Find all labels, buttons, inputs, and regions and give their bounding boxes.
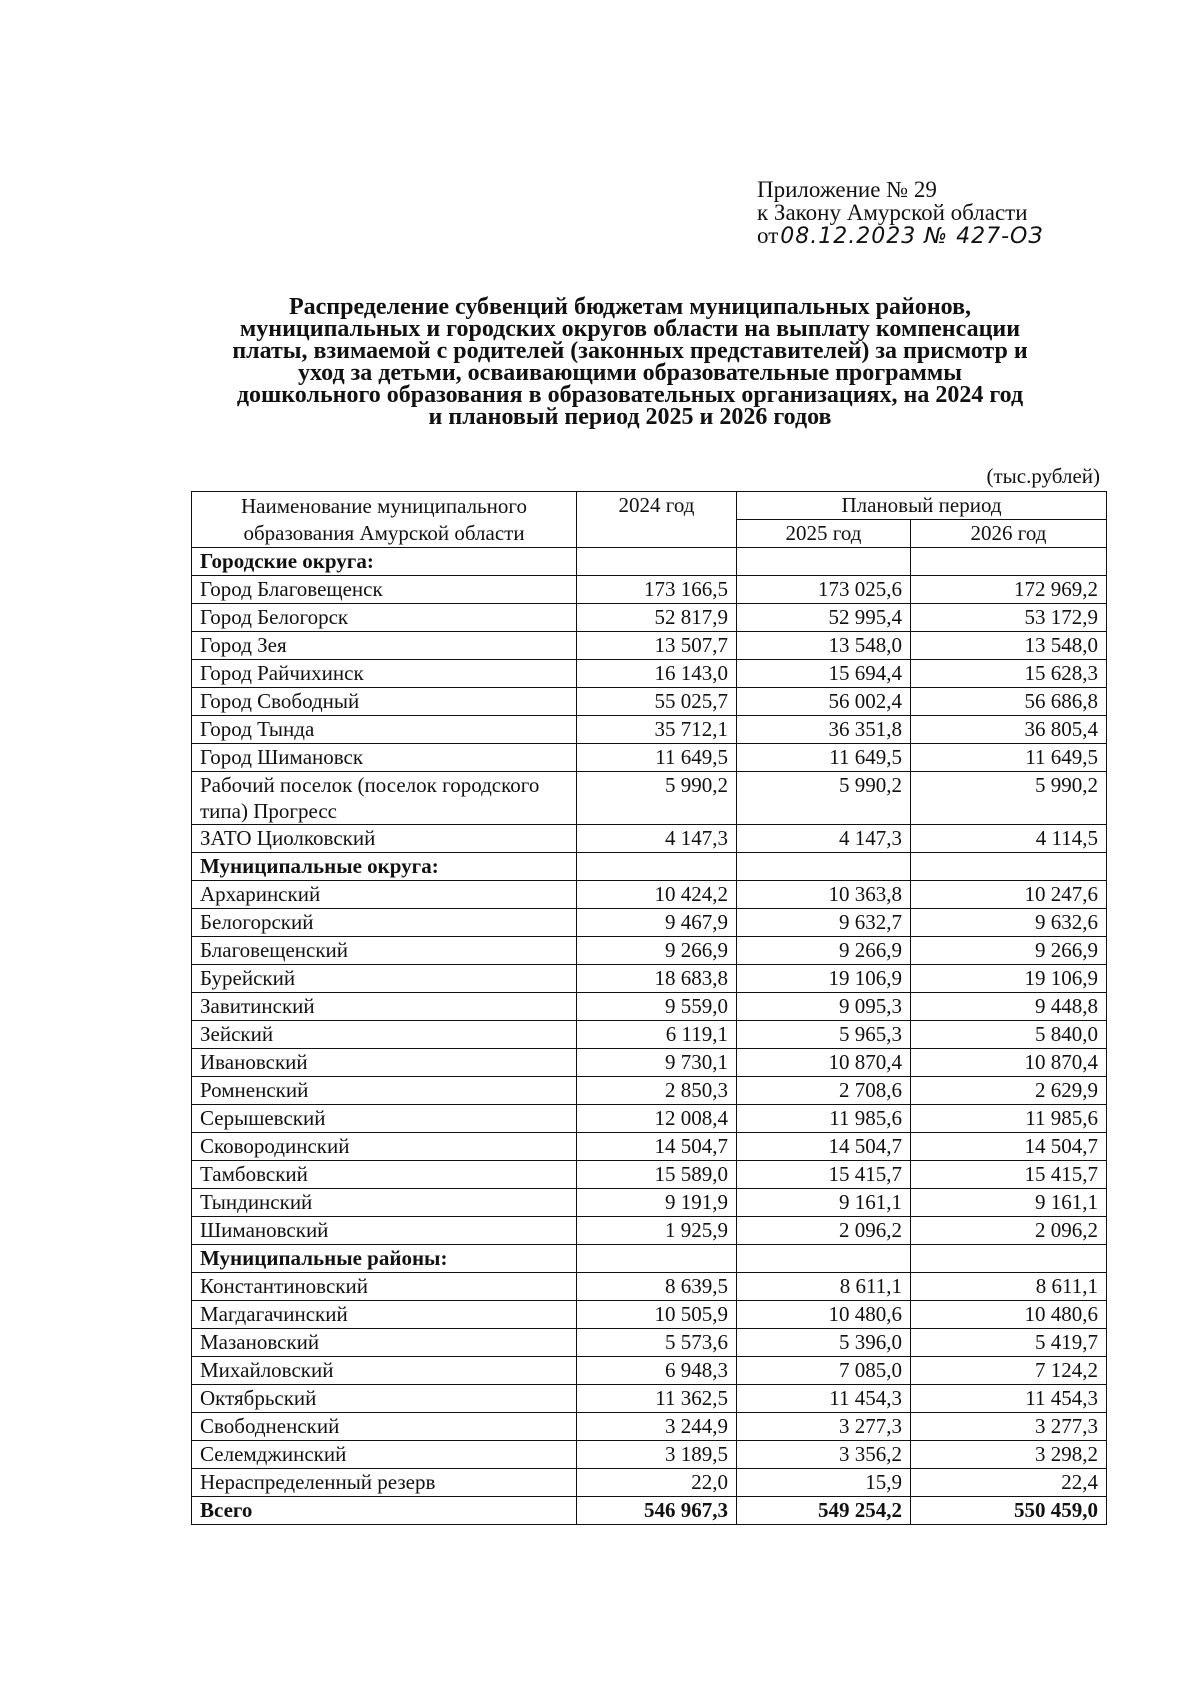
table-body [192,548,1107,1525]
row-value-2025: 9 095,3 [737,993,911,1021]
row-value-2025: 10 363,8 [737,881,911,909]
row-value-2024: 9 191,9 [577,1189,737,1217]
row-value-2024: 13 507,7 [577,632,737,660]
row-name-cell: Город Тында [192,716,577,744]
row-value-2025 [737,1245,911,1273]
title-line-4: уход за детьми, осваивающими образовательные программы [298,360,962,386]
row-value-2025 [737,548,911,576]
table-row [192,604,1107,632]
row-value-2025: 2 096,2 [737,1217,911,1245]
row-name-cell: Ивановский [192,1049,577,1077]
row-name-cell: Бурейский [192,965,577,993]
row-value-2026: 13 548,0 [911,632,1107,660]
table-group-row [192,1245,1107,1273]
table-row [192,688,1107,716]
row-name-cell: Город Белогорск [192,604,577,632]
row-value-2025: 2 708,6 [737,1077,911,1105]
appendix-date-line [757,224,1043,248]
row-value-2026: 2 629,9 [911,1077,1107,1105]
table-row [192,1469,1107,1497]
total-2024: 546 967,3 [577,1497,737,1525]
row-value-2024 [577,1245,737,1273]
table-total-row [192,1497,1107,1525]
row-value-2024 [577,548,737,576]
row-value-2026: 10 480,6 [911,1301,1107,1329]
table-row [192,909,1107,937]
row-value-2026: 11 985,6 [911,1105,1107,1133]
header-planned-period: Плановый период [737,492,1107,520]
row-name-cell: Рабочий поселок (поселок городского типа) Прогресс [192,772,577,825]
row-value-2025: 19 106,9 [737,965,911,993]
row-value-2024: 15 589,0 [577,1161,737,1189]
table-group-row [192,853,1107,881]
row-name-cell: Муниципальные районы: [192,1245,577,1273]
row-value-2024: 9 467,9 [577,909,737,937]
row-name-cell: Селемджинский [192,1441,577,1469]
row-value-2025: 13 548,0 [737,632,911,660]
table-row [192,937,1107,965]
row-value-2024: 35 712,1 [577,716,737,744]
handwritten-date-number: 08.12.2023 № 427-ОЗ [780,224,1044,249]
table-row [192,1189,1107,1217]
row-value-2024: 16 143,0 [577,660,737,688]
row-value-2025: 9 266,9 [737,937,911,965]
appendix-date-prefix: от [757,223,779,248]
table-row [192,1133,1107,1161]
title-line-6: и плановый период 2025 и 2026 годов [428,404,832,430]
row-name-cell: Город Райчихинск [192,660,577,688]
row-value-2025: 11 454,3 [737,1385,911,1413]
row-name-cell: Городские округа: [192,548,577,576]
table-row [192,744,1107,772]
row-value-2024: 4 147,3 [577,825,737,853]
row-value-2024: 6 948,3 [577,1357,737,1385]
row-name-cell: Михайловский [192,1357,577,1385]
header-2024: 2024 год [577,492,737,548]
row-name-cell: Белогорский [192,909,577,937]
row-value-2025: 5 965,3 [737,1021,911,1049]
row-value-2025: 10 870,4 [737,1049,911,1077]
row-value-2025: 15,9 [737,1469,911,1497]
row-value-2026: 15 628,3 [911,660,1107,688]
row-value-2024: 173 166,5 [577,576,737,604]
row-value-2024: 52 817,9 [577,604,737,632]
title-line-5: дошкольного образования в образовательных организациях, на 2024 год [236,382,1024,408]
unit-label: (тыс.рублей) [986,464,1100,488]
table-row [192,632,1107,660]
row-value-2026: 11 649,5 [911,744,1107,772]
row-name-cell: Октябрьский [192,1385,577,1413]
total-2025: 549 254,2 [737,1497,911,1525]
row-value-2025 [737,853,911,881]
row-value-2026: 2 096,2 [911,1217,1107,1245]
table-row [192,1301,1107,1329]
row-value-2026: 11 454,3 [911,1385,1107,1413]
row-name-cell: Ромненский [192,1077,577,1105]
row-value-2026: 22,4 [911,1469,1107,1497]
table-row [192,1077,1107,1105]
table-row [192,965,1107,993]
row-value-2025: 9 632,7 [737,909,911,937]
row-value-2025: 56 002,4 [737,688,911,716]
row-name-cell: Константиновский [192,1273,577,1301]
row-name-cell: Сковородинский [192,1133,577,1161]
row-value-2026: 9 161,1 [911,1189,1107,1217]
table-row [192,1105,1107,1133]
row-value-2026: 9 266,9 [911,937,1107,965]
total-label: Всего [192,1497,577,1525]
row-value-2026: 5 840,0 [911,1021,1107,1049]
header-2025: 2025 год [737,520,911,548]
table-row [192,825,1107,853]
row-name-cell: Свободненский [192,1413,577,1441]
table-row [192,1357,1107,1385]
row-value-2026: 5 419,7 [911,1329,1107,1357]
row-value-2025: 15 415,7 [737,1161,911,1189]
row-value-2024: 9 266,9 [577,937,737,965]
table-row [192,660,1107,688]
row-value-2025: 3 277,3 [737,1413,911,1441]
row-value-2025: 15 694,4 [737,660,911,688]
row-name-cell: Зейский [192,1021,577,1049]
row-value-2026 [911,548,1107,576]
total-2026: 550 459,0 [911,1497,1107,1525]
title-line-2: муниципальных и городских округов области на выплату компенсации [239,316,1021,342]
table-row [192,716,1107,744]
row-name-cell: Город Благовещенск [192,576,577,604]
row-value-2026: 9 632,6 [911,909,1107,937]
row-value-2024: 55 025,7 [577,688,737,716]
row-value-2025: 36 351,8 [737,716,911,744]
row-value-2026: 10 870,4 [911,1049,1107,1077]
row-name-cell: ЗАТО Циолковский [192,825,577,853]
title-line-1: Распределение субвенций бюджетам муниципальных районов, [288,294,972,320]
table-row [192,1161,1107,1189]
appendix-law: к Закону Амурской области [757,200,1028,225]
row-value-2024: 18 683,8 [577,965,737,993]
row-value-2026: 14 504,7 [911,1133,1107,1161]
row-name-cell: Муниципальные округа: [192,853,577,881]
row-value-2024 [577,853,737,881]
row-name-cell: Город Свободный [192,688,577,716]
row-name-cell: Город Шимановск [192,744,577,772]
row-value-2026: 8 611,1 [911,1273,1107,1301]
row-value-2025: 11 649,5 [737,744,911,772]
row-name-cell: Архаринский [192,881,577,909]
row-value-2026: 172 969,2 [911,576,1107,604]
table-row [192,1273,1107,1301]
row-name-cell: Мазановский [192,1329,577,1357]
table-row [192,1329,1107,1357]
header-2026: 2026 год [911,520,1107,548]
row-name-cell: Серышевский [192,1105,577,1133]
row-value-2026: 56 686,8 [911,688,1107,716]
row-name-cell: Завитинский [192,993,577,1021]
row-value-2025: 11 985,6 [737,1105,911,1133]
row-value-2024: 14 504,7 [577,1133,737,1161]
row-value-2026: 9 448,8 [911,993,1107,1021]
row-name-cell: Магдагачинский [192,1301,577,1329]
row-value-2025: 7 085,0 [737,1357,911,1385]
row-value-2024: 2 850,3 [577,1077,737,1105]
appendix-number: Приложение № 29 [757,177,937,202]
table-group-row [192,548,1107,576]
row-value-2026: 19 106,9 [911,965,1107,993]
row-value-2024: 22,0 [577,1469,737,1497]
table-row [192,1385,1107,1413]
document-title [160,296,1100,428]
table-row [192,576,1107,604]
row-value-2026 [911,853,1107,881]
row-value-2025: 5 990,2 [737,772,911,825]
row-value-2026: 36 805,4 [911,716,1107,744]
row-value-2024: 3 189,5 [577,1441,737,1469]
row-value-2026: 3 277,3 [911,1413,1107,1441]
row-name-cell: Благовещенский [192,937,577,965]
row-value-2026 [911,1245,1107,1273]
title-line-3: платы, взимаемой с родителей (законных представителей) за присмотр и [232,338,1028,364]
table-row [192,1021,1107,1049]
table-row [192,881,1107,909]
row-value-2026: 5 990,2 [911,772,1107,825]
table-row [192,772,1107,825]
row-value-2026: 10 247,6 [911,881,1107,909]
row-value-2025: 9 161,1 [737,1189,911,1217]
row-name-cell: Город Зея [192,632,577,660]
row-value-2024: 11 362,5 [577,1385,737,1413]
row-value-2024: 9 559,0 [577,993,737,1021]
row-name-cell: Нераспределенный резерв [192,1469,577,1497]
appendix-block [757,178,1043,248]
table-row [192,993,1107,1021]
table-row [192,1217,1107,1245]
row-value-2025: 3 356,2 [737,1441,911,1469]
row-value-2026: 15 415,7 [911,1161,1107,1189]
row-value-2026: 53 172,9 [911,604,1107,632]
row-value-2025: 173 025,6 [737,576,911,604]
row-value-2026: 4 114,5 [911,825,1107,853]
row-value-2024: 9 730,1 [577,1049,737,1077]
row-value-2025: 10 480,6 [737,1301,911,1329]
row-value-2024: 5 990,2 [577,772,737,825]
row-value-2025: 52 995,4 [737,604,911,632]
table-row [192,1441,1107,1469]
row-value-2024: 6 119,1 [577,1021,737,1049]
row-value-2024: 3 244,9 [577,1413,737,1441]
row-value-2024: 10 505,9 [577,1301,737,1329]
row-value-2025: 5 396,0 [737,1329,911,1357]
row-value-2025: 14 504,7 [737,1133,911,1161]
row-value-2026: 7 124,2 [911,1357,1107,1385]
row-value-2024: 11 649,5 [577,744,737,772]
table-row [192,1413,1107,1441]
row-value-2024: 5 573,6 [577,1329,737,1357]
subvention-table [191,491,1107,1525]
row-value-2024: 10 424,2 [577,881,737,909]
row-value-2024: 1 925,9 [577,1217,737,1245]
table-row [192,1049,1107,1077]
row-value-2024: 12 008,4 [577,1105,737,1133]
header-name: Наименование муниципального образования Амурской области [192,492,577,548]
row-name-cell: Шимановский [192,1217,577,1245]
row-value-2025: 4 147,3 [737,825,911,853]
row-value-2024: 8 639,5 [577,1273,737,1301]
row-value-2026: 3 298,2 [911,1441,1107,1469]
row-name-cell: Тамбовский [192,1161,577,1189]
row-name-cell: Тындинский [192,1189,577,1217]
row-value-2025: 8 611,1 [737,1273,911,1301]
